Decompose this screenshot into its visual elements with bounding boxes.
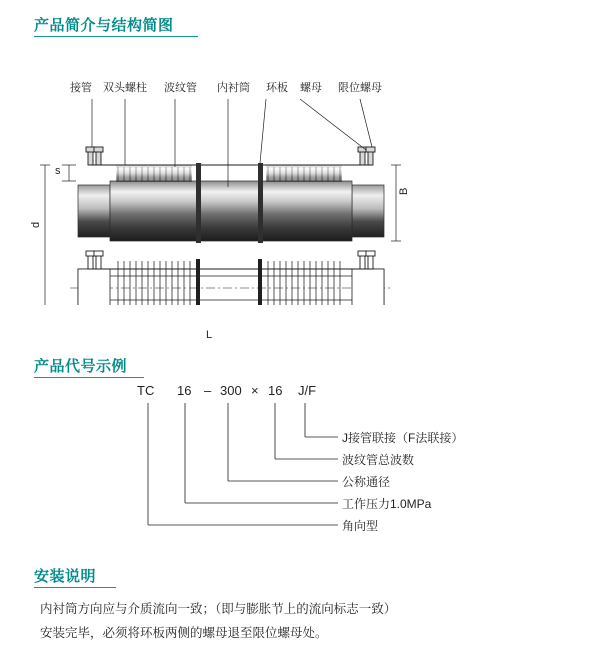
code-desc-2: 公称通径 bbox=[342, 475, 391, 489]
dim-label-L: L bbox=[206, 329, 213, 341]
callout-label-1: 双头螺柱 bbox=[103, 82, 147, 94]
code-token-5: 16 bbox=[268, 383, 283, 398]
section-title-install: 安装说明 bbox=[34, 568, 97, 585]
callout-label-0: 接管 bbox=[70, 82, 92, 94]
product-code-diagram bbox=[0, 375, 600, 545]
code-desc-0: J接管联接（F法联接） bbox=[342, 431, 464, 445]
code-token-3: 300 bbox=[220, 383, 242, 398]
dim-label-d: d bbox=[30, 221, 42, 228]
install-line-0: 内衬筒方向应与介质流向一致；（即与膨胀节上的流向标志一致） bbox=[40, 602, 397, 616]
callout-label-6: 限位螺母 bbox=[338, 82, 382, 94]
callout-label-4: 环板 bbox=[266, 82, 288, 94]
code-desc-1: 波纹管总波数 bbox=[342, 453, 415, 467]
code-token-0: TC bbox=[137, 383, 155, 398]
callout-label-3: 内衬筒 bbox=[217, 82, 250, 94]
code-token-4: × bbox=[251, 383, 259, 398]
section-rule-install bbox=[34, 587, 116, 588]
section-rule-structure bbox=[34, 36, 198, 37]
code-desc-3: 工作压力1.0MPa bbox=[342, 497, 432, 511]
dim-label-B: B bbox=[398, 187, 410, 195]
code-token-2: – bbox=[204, 383, 212, 398]
install-line-1: 安装完毕，必须将环板两侧的螺母退至限位螺母处。 bbox=[40, 626, 328, 640]
section-title-code: 产品代号示例 bbox=[34, 358, 128, 375]
callout-label-5: 螺母 bbox=[300, 82, 322, 94]
code-token-6: J/F bbox=[298, 383, 317, 398]
install-instructions bbox=[40, 600, 560, 648]
code-desc-4: 角向型 bbox=[342, 519, 379, 533]
callout-label-2: 波纹管 bbox=[164, 82, 197, 94]
product-code-svg bbox=[0, 375, 600, 545]
structure-diagram bbox=[0, 55, 600, 341]
section-title-structure: 产品简介与结构简图 bbox=[34, 17, 174, 34]
code-token-1: 16 bbox=[177, 383, 192, 398]
dim-label-s: s bbox=[55, 165, 61, 177]
